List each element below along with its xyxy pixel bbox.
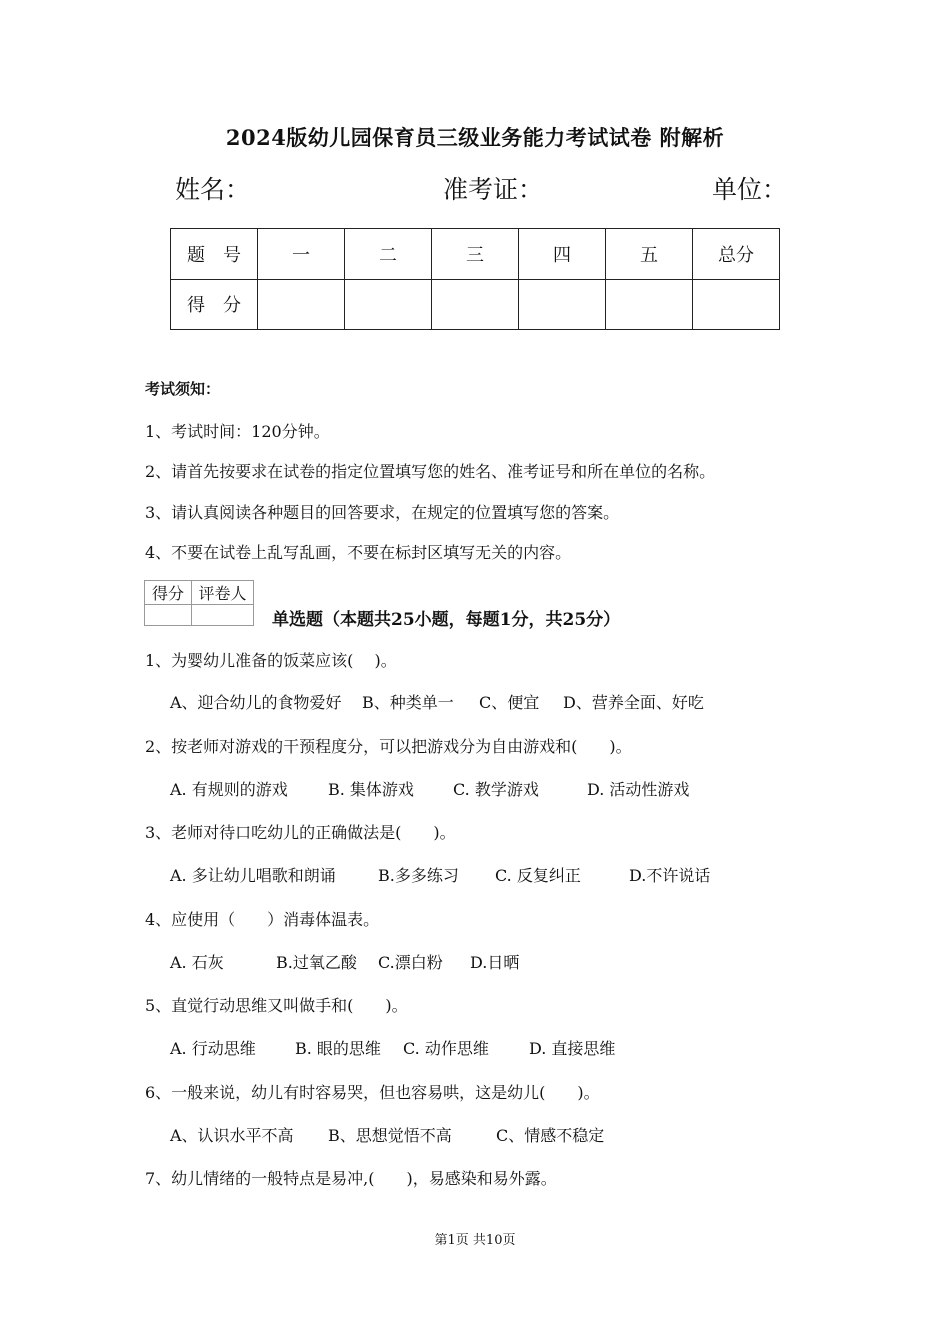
score-input-cell[interactable]: [606, 279, 693, 330]
score-table-cell: 二: [345, 229, 432, 280]
option[interactable]: A、迎合幼儿的食物爱好: [170, 693, 342, 712]
score-table-cell: 四: [519, 229, 606, 280]
score-input-cell[interactable]: [519, 279, 606, 330]
option[interactable]: B.多多练习: [378, 866, 459, 885]
score-table: [170, 228, 780, 330]
question-text: 4、应使用（ ）消毒体温表。: [145, 910, 380, 929]
option[interactable]: D、营养全面、好吃: [563, 693, 704, 712]
option[interactable]: C. 动作思维: [403, 1039, 489, 1058]
grader-score-cell[interactable]: [145, 605, 192, 626]
name-field-label: 姓名：: [175, 175, 251, 204]
notice-item: 3、请认真阅读各种题目的回答要求，在规定的位置填写您的答案。: [145, 503, 620, 522]
score-row-label: 得 分: [171, 279, 258, 330]
option[interactable]: C. 反复纠正: [495, 866, 581, 885]
grader-score-label: 得分: [145, 581, 192, 605]
question-options: [170, 863, 710, 886]
notice-item: 2、请首先按要求在试卷的指定位置填写您的姓名、准考证号和所在单位的名称。: [145, 462, 716, 481]
score-table-cell: 题 号: [171, 229, 258, 280]
score-table-cell: 总分: [693, 229, 780, 280]
score-table-cell: 三: [432, 229, 519, 280]
option[interactable]: B、思想觉悟不高: [328, 1126, 452, 1145]
question-text: 3、老师对待口吃幼儿的正确做法是( )。: [145, 823, 456, 842]
score-input-cell[interactable]: [432, 279, 519, 330]
option[interactable]: B.过氧乙酸: [276, 953, 357, 972]
option[interactable]: A. 行动思维: [170, 1039, 256, 1058]
option[interactable]: D.日晒: [470, 953, 520, 972]
option[interactable]: A. 石灰: [170, 953, 224, 972]
question-text: 7、幼儿情绪的一般特点是易冲,( )，易感染和易外露。: [145, 1169, 557, 1188]
option[interactable]: D. 直接思维: [529, 1039, 616, 1058]
question-options: [170, 1036, 615, 1059]
question-options: [170, 777, 689, 800]
option[interactable]: A、认识水平不高: [170, 1126, 294, 1145]
score-table-cell: 五: [606, 229, 693, 280]
option[interactable]: B、种类单一: [362, 693, 454, 712]
unit-field-label: 单位：: [712, 175, 788, 204]
notice-heading: 考试须知：: [145, 380, 221, 398]
exam-id-field-label: 准考证：: [443, 175, 544, 204]
score-input-cell[interactable]: [345, 279, 432, 330]
option[interactable]: B. 眼的思维: [295, 1039, 381, 1058]
score-input-cell[interactable]: [693, 279, 780, 330]
score-table-header-row: [171, 229, 780, 280]
notice-item: 4、不要在试卷上乱写乱画，不要在标封区填写无关的内容。: [145, 543, 572, 562]
score-input-cell[interactable]: [258, 279, 345, 330]
option[interactable]: C、便宜: [479, 693, 540, 712]
option[interactable]: A. 多让幼儿唱歌和朗诵: [170, 866, 336, 885]
score-table-score-row: [171, 279, 780, 330]
score-table-cell: 一: [258, 229, 345, 280]
page-footer: 第1页 共10页: [434, 1233, 516, 1248]
question-options: [170, 950, 519, 973]
question-text: 6、一般来说，幼儿有时容易哭，但也容易哄，这是幼儿( )。: [145, 1083, 600, 1102]
question-text: 1、为婴幼儿准备的饭菜应该( )。: [145, 651, 397, 670]
question-text: 5、直觉行动思维又叫做手和( )。: [145, 996, 408, 1015]
option[interactable]: C.漂白粉: [378, 953, 443, 972]
grader-reviewer-label: 评卷人: [192, 581, 254, 605]
option[interactable]: A. 有规则的游戏: [170, 780, 288, 799]
section-heading: 单选题（本题共25小题，每题1分，共25分）: [272, 610, 621, 630]
question-text: 2、按老师对游戏的干预程度分，可以把游戏分为自由游戏和( )。: [145, 737, 632, 756]
notice-item: 1、考试时间：120分钟。: [145, 422, 330, 441]
grader-box: [144, 580, 254, 626]
page-title: 2024版幼儿园保育员三级业务能力考试试卷 附解析: [225, 125, 725, 150]
option[interactable]: D.不许说话: [629, 866, 711, 885]
question-options: [170, 690, 704, 713]
option[interactable]: B. 集体游戏: [328, 780, 414, 799]
grader-reviewer-cell[interactable]: [192, 605, 254, 626]
option[interactable]: D. 活动性游戏: [587, 780, 690, 799]
question-options: [170, 1123, 604, 1146]
option[interactable]: C、情感不稳定: [496, 1126, 605, 1145]
option[interactable]: C. 教学游戏: [453, 780, 539, 799]
